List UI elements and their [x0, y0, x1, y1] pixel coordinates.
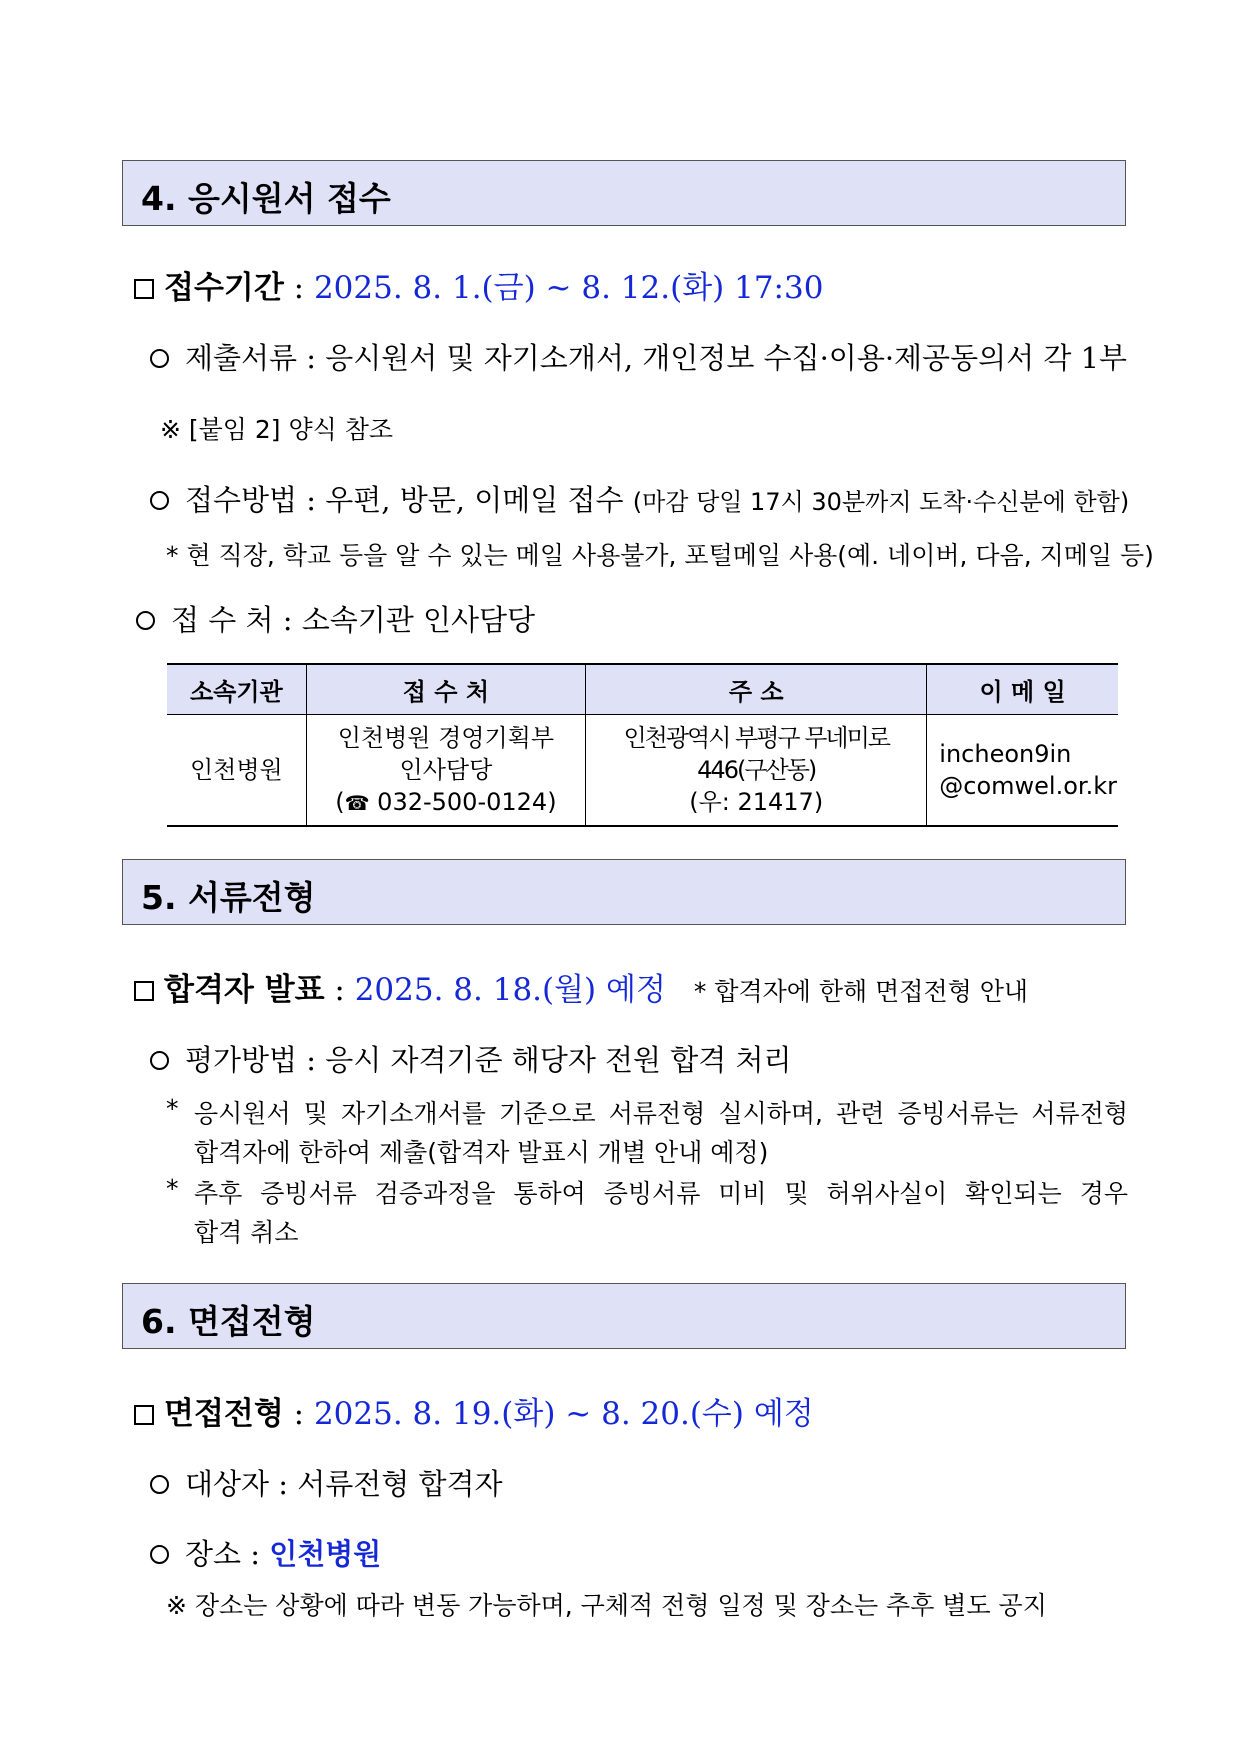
eval-value: 응시 자격기준 해당자 전원 합격 처리 — [325, 1043, 792, 1077]
target-label: 대상자 : — [185, 1467, 298, 1501]
email-note: * 현 직장, 학교 등을 알 수 있는 메일 사용불가, 포털메일 사용(예. 네이버, 다음, 지메일 등) — [166, 541, 1154, 570]
circle-bullet-icon — [136, 611, 155, 630]
section-5-title: 5. 서류전형 — [141, 878, 316, 917]
note2-star: * — [166, 1174, 179, 1203]
announce-label: 합격자 발표 — [164, 972, 325, 1008]
office-line-1: 인천병원 경영기획부 — [337, 723, 555, 752]
note1-line-2: 합격자에 한하여 제출(합격자 발표시 개별 안내 예정) — [194, 1138, 769, 1167]
cell-org: 인천병원 — [167, 715, 306, 827]
location-value: 인천병원 — [269, 1537, 382, 1571]
location-label: 장소 : — [185, 1537, 270, 1571]
circle-bullet-icon — [150, 1545, 169, 1564]
section-6-header — [122, 1283, 1126, 1349]
reception-table — [167, 663, 1118, 827]
target-row — [150, 1462, 503, 1503]
method-row — [150, 478, 1129, 519]
cell-email — [927, 715, 1118, 827]
announce-note: * 합격자에 한해 면접전형 안내 — [693, 977, 1028, 1006]
office-phone: (☎ 032-500-0124) — [335, 787, 557, 816]
eval-label: 평가방법 : — [185, 1043, 326, 1077]
header-email: 이 메 일 — [927, 664, 1118, 715]
section-4-header — [122, 160, 1126, 226]
announce-row — [134, 964, 1028, 1009]
address-line-2: 446(구산동) — [697, 756, 816, 784]
note2-line-1: 추후 증빙서류 검증과정을 통하여 증빙서류 미비 및 허위사실이 확인되는 경우 — [194, 1179, 1128, 1208]
location-row — [150, 1532, 381, 1573]
header-org: 소속기관 — [167, 664, 306, 715]
period-colon: : — [283, 270, 314, 306]
note1-star: * — [166, 1094, 179, 1123]
method-note: (마감 당일 17시 30분까지 도착·수신분에 한함) — [632, 488, 1130, 516]
interview-label: 면접전형 — [164, 1396, 284, 1432]
header-address: 주 소 — [586, 664, 927, 715]
section-5-header — [122, 859, 1126, 925]
method-label: 접수방법 : — [185, 483, 326, 517]
address-line-1: 인천광역시 부평구 무네미로 — [623, 724, 889, 752]
place-value: 소속기관 인사담당 — [301, 603, 536, 637]
checkbox-square-icon — [134, 981, 154, 1001]
announce-colon: : — [324, 972, 355, 1008]
form-note: ※ [붙임 2] 양식 참조 — [160, 415, 394, 444]
interview-row — [134, 1388, 814, 1433]
header-office: 접 수 처 — [306, 664, 585, 715]
email-line-1: incheon9in — [939, 740, 1072, 768]
period-label: 접수기간 — [164, 270, 284, 306]
target-value: 서류전형 합격자 — [297, 1467, 503, 1501]
circle-bullet-icon — [150, 1051, 169, 1070]
table-row — [167, 715, 1118, 827]
period-row — [134, 262, 823, 307]
interview-value: 2025. 8. 19.(화) ~ 8. 20.(수) 예정 — [313, 1396, 814, 1432]
announce-value: 2025. 8. 18.(월) 예정 — [354, 972, 666, 1008]
interview-colon: : — [283, 1396, 314, 1432]
period-value: 2025. 8. 1.(금) ~ 8. 12.(화) 17:30 — [313, 270, 824, 306]
place-row — [136, 598, 535, 639]
cell-address — [586, 715, 927, 827]
table-header-row — [167, 664, 1118, 715]
docs-row — [150, 336, 1127, 377]
note2-line-2: 합격 취소 — [194, 1218, 299, 1247]
eval-row — [150, 1038, 792, 1079]
circle-bullet-icon — [150, 491, 169, 510]
section-4-title: 4. 응시원서 접수 — [141, 179, 391, 218]
method-value: 우편, 방문, 이메일 접수 — [325, 483, 633, 517]
circle-bullet-icon — [150, 349, 169, 368]
address-line-3: (우: 21417) — [689, 788, 824, 816]
office-line-2: 인사담당 — [399, 755, 493, 784]
cell-office — [306, 715, 585, 827]
docs-label: 제출서류 : — [185, 341, 326, 375]
location-note: ※ 장소는 상황에 따라 변동 가능하며, 구체적 전형 일정 및 장소는 추후 별도 공지 — [166, 1591, 1047, 1620]
email-line-2: @comwel.or.kr — [939, 772, 1117, 800]
checkbox-square-icon — [134, 279, 154, 299]
circle-bullet-icon — [150, 1475, 169, 1494]
phone-icon: ☎ — [344, 790, 370, 815]
phone-number: 032-500-0124 — [377, 787, 548, 816]
note1-line-1: 응시원서 및 자기소개서를 기준으로 서류전형 실시하며, 관련 증빙서류는 서류전형 — [194, 1099, 1128, 1128]
section-6-title: 6. 면접전형 — [141, 1302, 316, 1341]
docs-value: 응시원서 및 자기소개서, 개인정보 수집·이용·제공동의서 각 1부 — [325, 341, 1128, 375]
checkbox-square-icon — [134, 1405, 154, 1425]
place-label: 접 수 처 : — [171, 603, 302, 637]
